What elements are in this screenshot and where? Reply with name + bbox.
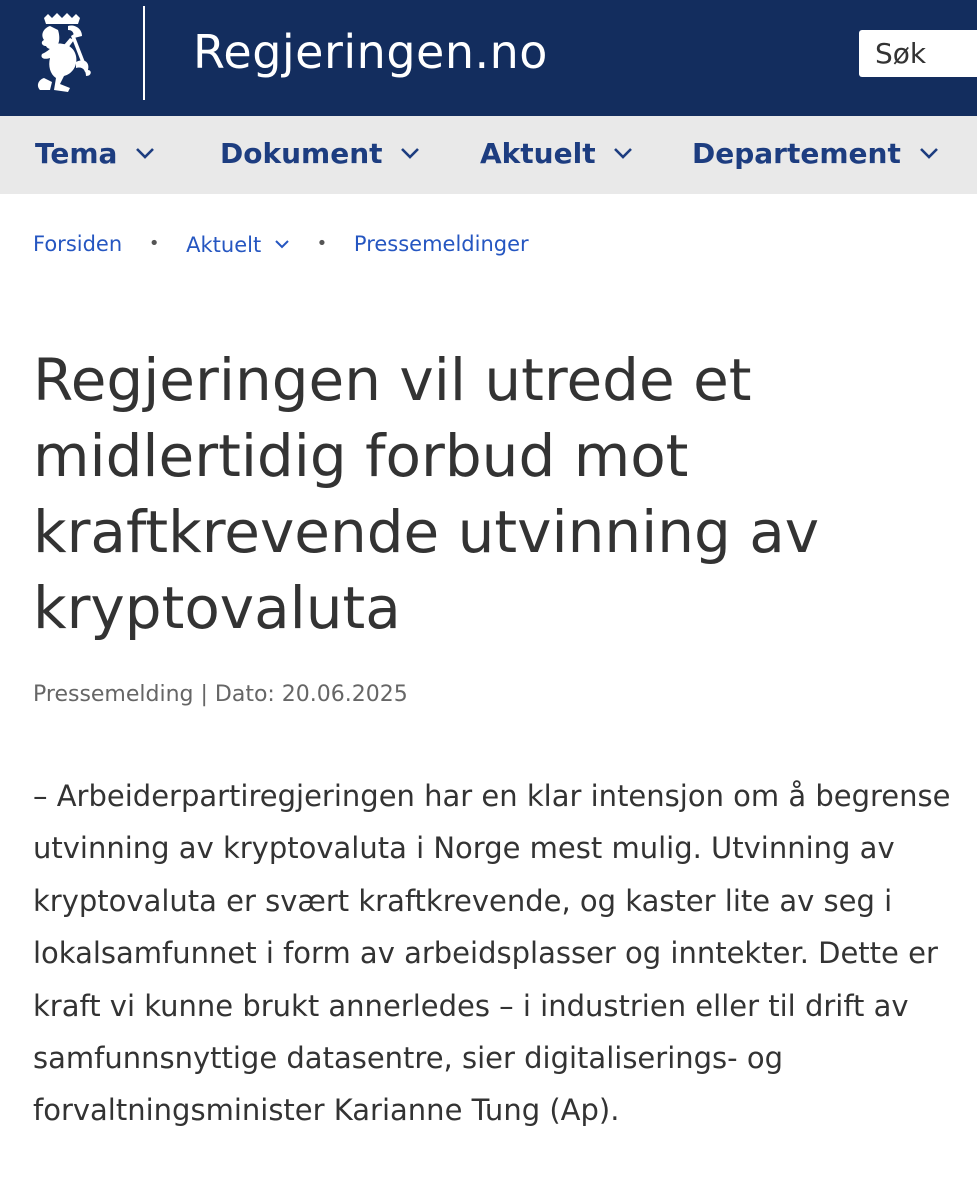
site-header (0, 0, 977, 116)
nav-item-tema[interactable] (35, 116, 155, 194)
nav-item-label: Departement (692, 137, 901, 170)
header-divider (143, 6, 145, 100)
nav-item-label: Tema (35, 137, 118, 170)
breadcrumb-separator: • (316, 233, 328, 254)
site-title[interactable]: Regjeringen.no (193, 25, 548, 79)
chevron-down-icon (274, 239, 290, 249)
breadcrumb-link-forsiden[interactable]: Forsiden (33, 232, 123, 256)
breadcrumb-link-aktuelt[interactable] (186, 229, 290, 260)
article-body: – Arbeiderpartiregjeringen har en klar intensjon om å begrense utvinning av kryptovaluta i Norge mest mulig. Utvinning av kryptovaluta er svært kraftkrevende, og kaster lite av seg i lokalsamfunnet i form av arbeidsplasser og inntekter. Dette er kraft vi kunne brukt annerledes – i industrien eller til drift av samfunnsnyttige datasentre, sier digitaliserings- og forvaltningsminister Karianne Tung (Ap). (33, 779, 951, 1128)
nav-item-departement[interactable] (692, 116, 939, 194)
nav-item-label: Dokument (220, 137, 383, 170)
breadcrumb-label: Aktuelt (186, 232, 262, 257)
coat-of-arms-logo-icon[interactable] (30, 12, 94, 94)
chevron-down-icon (919, 147, 939, 159)
main-nav (0, 116, 977, 194)
chevron-down-icon (400, 147, 420, 159)
nav-item-label: Aktuelt (480, 137, 596, 170)
nav-item-dokument[interactable] (220, 116, 420, 194)
nav-item-aktuelt[interactable] (480, 116, 633, 194)
search-input[interactable]: Søk (859, 30, 977, 77)
chevron-down-icon (135, 147, 155, 159)
breadcrumb-link-pressemeldinger[interactable]: Pressemeldinger (353, 232, 529, 256)
article-meta: Pressemelding | Dato: 20.06.2025 (33, 682, 408, 707)
breadcrumb-separator: • (148, 233, 160, 254)
breadcrumb (33, 228, 529, 258)
chevron-down-icon (613, 147, 633, 159)
article-title: Regjeringen vil utrede et midlertidig forbud mot kraftkrevende utvinning av kryptovaluta (33, 346, 820, 642)
